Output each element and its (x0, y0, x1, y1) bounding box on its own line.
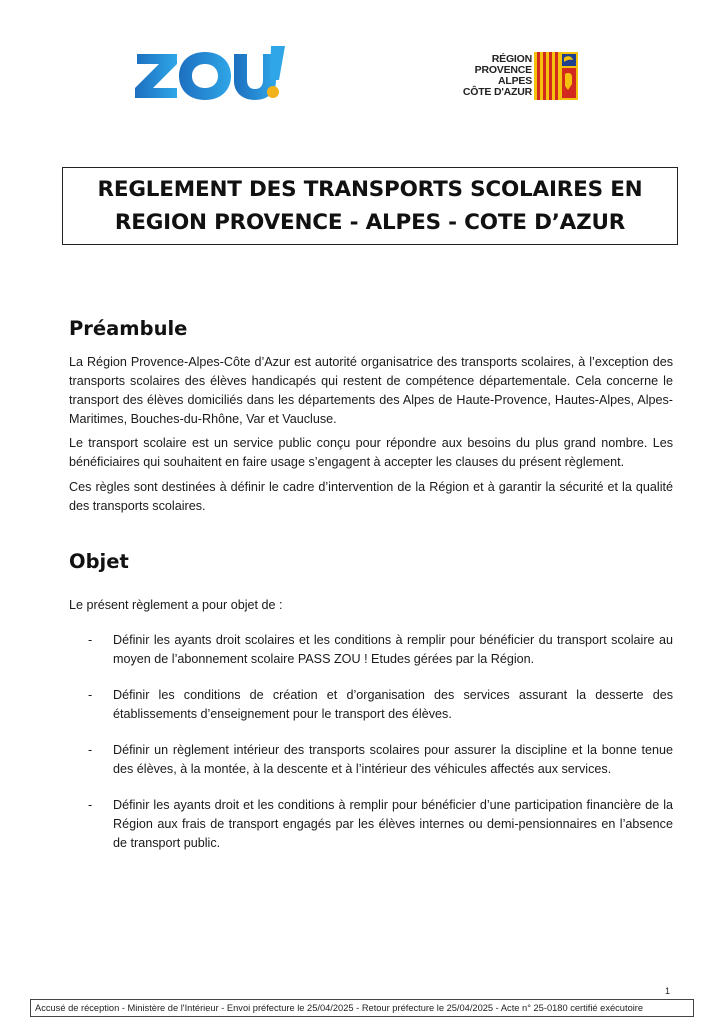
list-item (88, 796, 673, 853)
list-item (88, 686, 673, 724)
bullet-marker: - (88, 688, 93, 702)
bullet-marker: - (88, 798, 93, 812)
objet-heading: Objet (69, 550, 129, 573)
objet-intro: Le présent règlement a pour objet de : (69, 598, 283, 612)
preambule-paragraph-3: Ces règles sont destinées à définir le cadre d’intervention de la Région et à garantir la sécurité et la qualité des transports scolaires. (69, 480, 673, 513)
preambule-paragraph-2: Le transport scolaire est un service public conçu pour répondre aux besoins du plus grand nombre. Les bénéficiaires qui souhaitent en faire usage s’engagent à accepter les clauses du présent règlement. (69, 436, 673, 469)
zou-logo (133, 44, 285, 100)
bullet-text: Définir les conditions de création et d’organisation des services assurant la desserte des établissements d’enseignement pour le transport des élèves. (113, 688, 673, 721)
bullet-marker: - (88, 743, 93, 757)
region-logo (452, 52, 576, 102)
preambule-paragraph-1: La Région Provence-Alpes-Côte d’Azur est autorité organisatrice des transports scolaires, à l’exception des transports scolaires des élèves handicapés qui restent de compétence départementale. Cela concerne le transport des élèves domiciliés dans les départements des Alpes de Haute-Provence, Hautes-Alpes, Alpes-Maritimes, Bouches-du-Rhône, Var et Vaucluse. (69, 355, 673, 426)
bullet-text: Définir un règlement intérieur des transports scolaires pour assurer la discipline et la bonne tenue des élèves, à la montée, à la descente et à l’intérieur des véhicules affectés aux services. (113, 743, 673, 776)
region-coat-of-arms-icon (534, 52, 578, 100)
bullet-text: Définir les ayants droit scolaires et les conditions à remplir pour bénéficier du transport scolaire au moyen de l’abonnement scolaire PASS ZOU ! Etudes gérées par la Région. (113, 633, 673, 666)
prefecture-receipt-footer: Accusé de réception - Ministère de l'Intérieur - Envoi préfecture le 25/04/2025 - Retour préfecture le 25/04/2025 - Acte n° 25-0180 certifié exécutoire (30, 999, 694, 1017)
list-item (88, 741, 673, 779)
document-title-line-2: REGION PROVENCE - ALPES - COTE D’AZUR (114, 210, 626, 235)
document-title-line-1: REGLEMENT DES TRANSPORTS SCOLAIRES EN (97, 177, 643, 202)
bullet-marker: - (88, 633, 93, 647)
list-item (88, 631, 673, 669)
page-number: 1 (665, 986, 671, 996)
preambule-heading: Préambule (69, 317, 188, 340)
bullet-text: Définir les ayants droit et les conditions à remplir pour bénéficier d’une participation financière de la Région aux frais de transport engagés par les élèves internes ou demi-pensionnaires en l’absence de transport public. (113, 798, 673, 850)
region-logo-text: RÉGION PROVENCE ALPES CÔTE D'AZUR (462, 53, 532, 98)
document-title-box (62, 167, 678, 245)
